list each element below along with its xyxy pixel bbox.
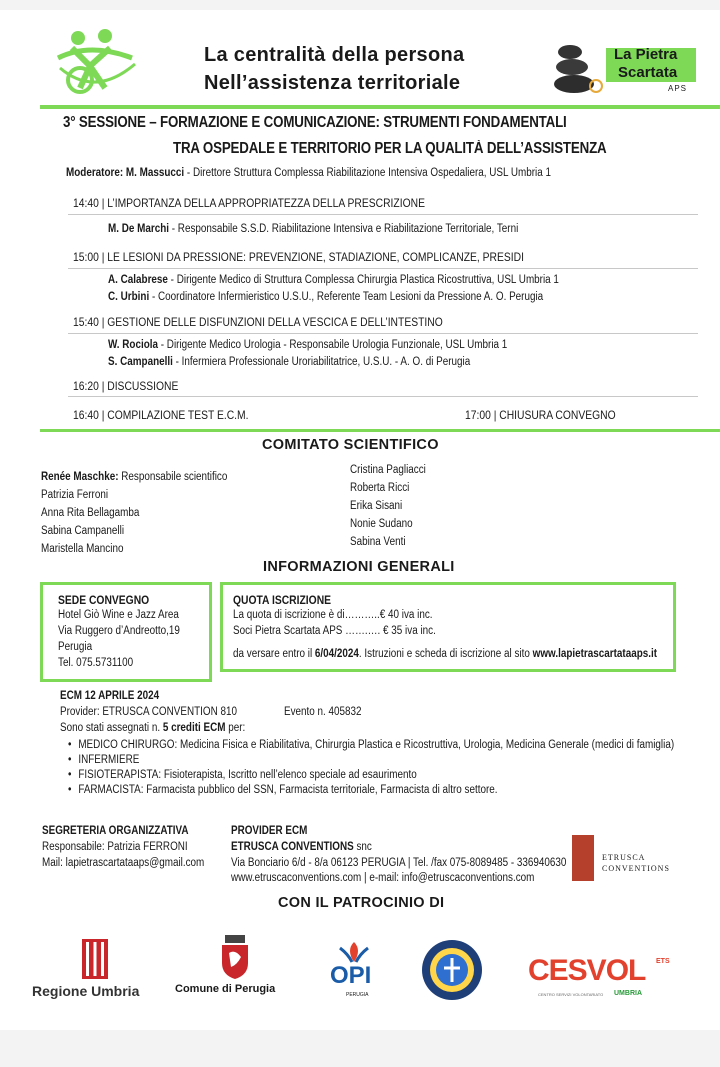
provider-name-suffix: snc	[353, 841, 372, 853]
fee-pay-pre: da versare entro il	[233, 648, 315, 660]
etrusca-mark-icon	[572, 835, 594, 881]
secretariat-responsible: Responsabile: Patrizia FERRONI	[42, 841, 188, 853]
fee-payment	[233, 648, 657, 660]
program-2-speaker-2	[108, 291, 543, 303]
patronage-heading: CON IL PATROCINIO DI	[278, 895, 445, 911]
moderator-name: M. Massucci	[125, 167, 185, 179]
venue-line-1: Hotel Giò Wine e Jazz Area	[58, 609, 179, 621]
moderator-line	[66, 167, 551, 179]
session-title-line1: 3° SESSIONE – FORMAZIONE E COMUNICAZIONE: STRUMENTI FONDAMENTALI	[63, 114, 567, 131]
credits-post: per:	[225, 722, 246, 734]
committee-right-5: Sabina Venti	[350, 536, 406, 548]
venue-line-2: Via Ruggero d’Andreotto,19	[58, 625, 180, 637]
test-ecm: 16:40 | COMPILAZIONE TEST E.C.M.	[73, 408, 249, 422]
ecm-credits	[60, 722, 245, 734]
comune-crest-icon	[219, 935, 251, 979]
cesvol-label: CESVOL	[528, 954, 646, 987]
program-1-title: 14:40 | L’IMPORTANZA DELLA APPROPRIATEZZA DELLA PRESCRIZIONE	[73, 196, 425, 210]
credits-bold: 5 crediti ECM	[162, 722, 226, 734]
event-logo	[50, 28, 140, 98]
committee-right-4: Nonie Sudano	[350, 518, 413, 530]
program-2-title: 15:00 | LE LESIONI DA PRESSIONE: PREVENZIONE, STADIAZIONE, COMPLICANZE, PRESIDI	[73, 250, 524, 264]
ecm-provider: Provider: ETRUSCA CONVENTION 810	[60, 706, 237, 718]
committee-left-2: Anna Rita Bellagamba	[41, 507, 140, 519]
regione-label: Regione Umbria	[32, 983, 140, 999]
provider-title: PROVIDER ECM	[231, 825, 308, 837]
program-3-title: 15:40 | GESTIONE DELLE DISFUNZIONI DELLA VESCICA E DELL’INTESTINO	[73, 315, 443, 329]
committee-left-1: Patrizia Ferroni	[41, 489, 109, 501]
program-1-speaker-1	[108, 223, 518, 235]
fisioterapisti-logo	[420, 938, 484, 1002]
comune-label: Comune di Perugia	[175, 983, 276, 995]
flyer-page	[0, 10, 720, 1030]
discussion: 16:20 | DISCUSSIONE	[73, 379, 179, 393]
opi-flame-icon	[336, 940, 372, 964]
opi-sub: PERUGIA	[346, 992, 369, 998]
committee-heading: COMITATO SCIENTIFICO	[262, 437, 439, 453]
moderator-label: Moderatore:	[66, 167, 124, 179]
logo-line2: Scartata	[618, 64, 678, 81]
etrusca-logo-line2: CONVENTIONS	[602, 864, 670, 873]
speaker-role: - Coordinatore Infermieristico U.S.U., Referente Team Lesioni da Pressione A. O. Perugia	[151, 291, 544, 303]
committee-lead	[41, 471, 227, 483]
ecm-bullet-2: • INFERMIERE	[68, 753, 674, 768]
regione-emblem-icon	[82, 939, 108, 979]
moderator-role: - Direttore Struttura Complessa Riabilitazione Intensiva Ospedaliera, USL Umbria 1	[186, 167, 551, 179]
speaker-role: - Dirigente Medico di Struttura Complessa Chirurgia Plastica Ricostruttiva, USL Umbria 1	[170, 274, 559, 286]
lead-name: Renée Maschke:	[41, 471, 119, 483]
program-3-speaker-1	[108, 339, 507, 351]
venue-title: SEDE CONVEGNO	[58, 593, 150, 607]
ecm-bullet-3: • FISIOTERAPISTA: Fisioterapista, Iscritto nell’elenco speciale ad esaurimento	[68, 768, 674, 783]
provider-address: Via Bonciario 6/d - 8/a 06123 PERUGIA | Tel. /fax 075-8089485 - 336940630	[231, 857, 567, 869]
cesvol-ets: ETS	[656, 958, 670, 965]
program-3-speaker-2	[108, 356, 470, 368]
ecm-date: ECM 12 APRILE 2024	[60, 690, 160, 702]
program-2-speaker-1	[108, 274, 559, 286]
committee-left-4: Maristella Mancino	[41, 543, 124, 555]
cesvol-region: UMBRIA	[614, 990, 642, 997]
fee-pay-site[interactable]: www.lapietrascartataaps.it	[532, 648, 658, 660]
divider	[68, 333, 698, 334]
committee-right-1: Cristina Pagliacci	[350, 464, 426, 476]
venue-line-4: Tel. 075.5731100	[58, 657, 134, 669]
committee-right-2: Roberta Ricci	[350, 482, 410, 494]
ecm-bullet-1: • MEDICO CHIRURGO: Medicina Fisica e Riabilitativa, Chirurgia Plastica e Ricostruttiva, Urologia, Medicina Generale (medici di famiglia)	[68, 738, 674, 753]
etrusca-logo-line1: ETRUSCA	[602, 853, 646, 862]
main-title-line1: La centralità della persona	[204, 44, 465, 66]
fee-line-1: La quota di iscrizione è di………..€ 40 iva inc.	[233, 609, 433, 621]
committee-left-3: Sabina Campanelli	[41, 525, 125, 537]
etrusca-logo	[572, 835, 682, 885]
opi-perugia-logo	[326, 940, 382, 1005]
fee-line-2: Soci Pietra Scartata APS …….…. € 35 iva inc.	[233, 625, 436, 637]
logo-sub: APS	[668, 84, 688, 93]
credits-pre: Sono stati assegnati n.	[60, 722, 163, 734]
pietra-scartata-logo	[548, 38, 696, 100]
fee-pay-date: 6/04/2024	[314, 648, 359, 660]
ecm-bullets	[68, 738, 674, 798]
main-title-line2: Nell’assistenza territoriale	[204, 72, 461, 94]
info-heading: INFORMAZIONI GENERALI	[263, 559, 455, 575]
fee-pay-mid: . Istruzioni e scheda di iscrizione al sito	[358, 648, 533, 660]
speaker-name: S. Campanelli	[108, 356, 173, 368]
cesvol-logo	[528, 954, 674, 1004]
ecm-event: Evento n. 405832	[284, 706, 362, 718]
ecm-bullet-4: • FARMACISTA: Farmacista pubblico del SSN, Farmacista territoriale, Farmacista di altro settore.	[68, 783, 674, 798]
logo-line1: La Pietra	[614, 46, 678, 63]
speaker-name: M. De Marchi	[108, 223, 170, 235]
comune-perugia-logo	[175, 935, 297, 1005]
speaker-role: - Infermiera Professionale Uroriabilitatrice, U.S.U. - A. O. di Perugia	[175, 356, 471, 368]
header-divider	[40, 105, 720, 109]
lead-role: Responsabile scientifico	[121, 471, 228, 483]
speaker-name: C. Urbini	[108, 291, 150, 303]
regione-umbria-logo	[30, 935, 160, 1005]
speaker-role: - Dirigente Medico Urologia - Responsabile Urologia Funzionale, USL Umbria 1	[160, 339, 508, 351]
secretariat-title: SEGRETERIA ORGANIZZATIVA	[42, 825, 189, 837]
session-title-line2: TRA OSPEDALE E TERRITORIO PER LA QUALITÀ DELL’ASSISTENZA	[173, 140, 607, 157]
divider	[68, 214, 698, 215]
closing: 17:00 | CHIUSURA CONVEGNO	[465, 408, 616, 422]
fee-box	[220, 582, 676, 672]
committee-right-3: Erika Sisani	[350, 500, 403, 512]
provider-name-text: ETRUSCA CONVENTIONS	[231, 841, 354, 853]
speaker-name: A. Calabrese	[108, 274, 168, 286]
opi-label: OPI	[330, 962, 372, 989]
fee-title: QUOTA ISCRIZIONE	[233, 593, 332, 607]
speaker-role: - Responsabile S.S.D. Riabilitazione Intensiva e Riabilitazione Territoriale, Terni	[171, 223, 519, 235]
secretariat-mail[interactable]: Mail: lapietrascartataaps@gmail.com	[42, 857, 205, 869]
divider	[68, 268, 698, 269]
venue-box	[40, 582, 212, 682]
section-divider	[40, 429, 720, 432]
provider-web[interactable]: www.etruscaconventions.com | e-mail: info@etruscaconventions.com	[231, 872, 535, 884]
venue-line-3: Perugia	[58, 641, 93, 653]
cesvol-sub: CENTRO SERVIZI VOLONTARIATO	[538, 992, 604, 997]
divider	[68, 396, 698, 397]
provider-name	[231, 841, 372, 853]
speaker-name: W. Rociola	[108, 339, 159, 351]
